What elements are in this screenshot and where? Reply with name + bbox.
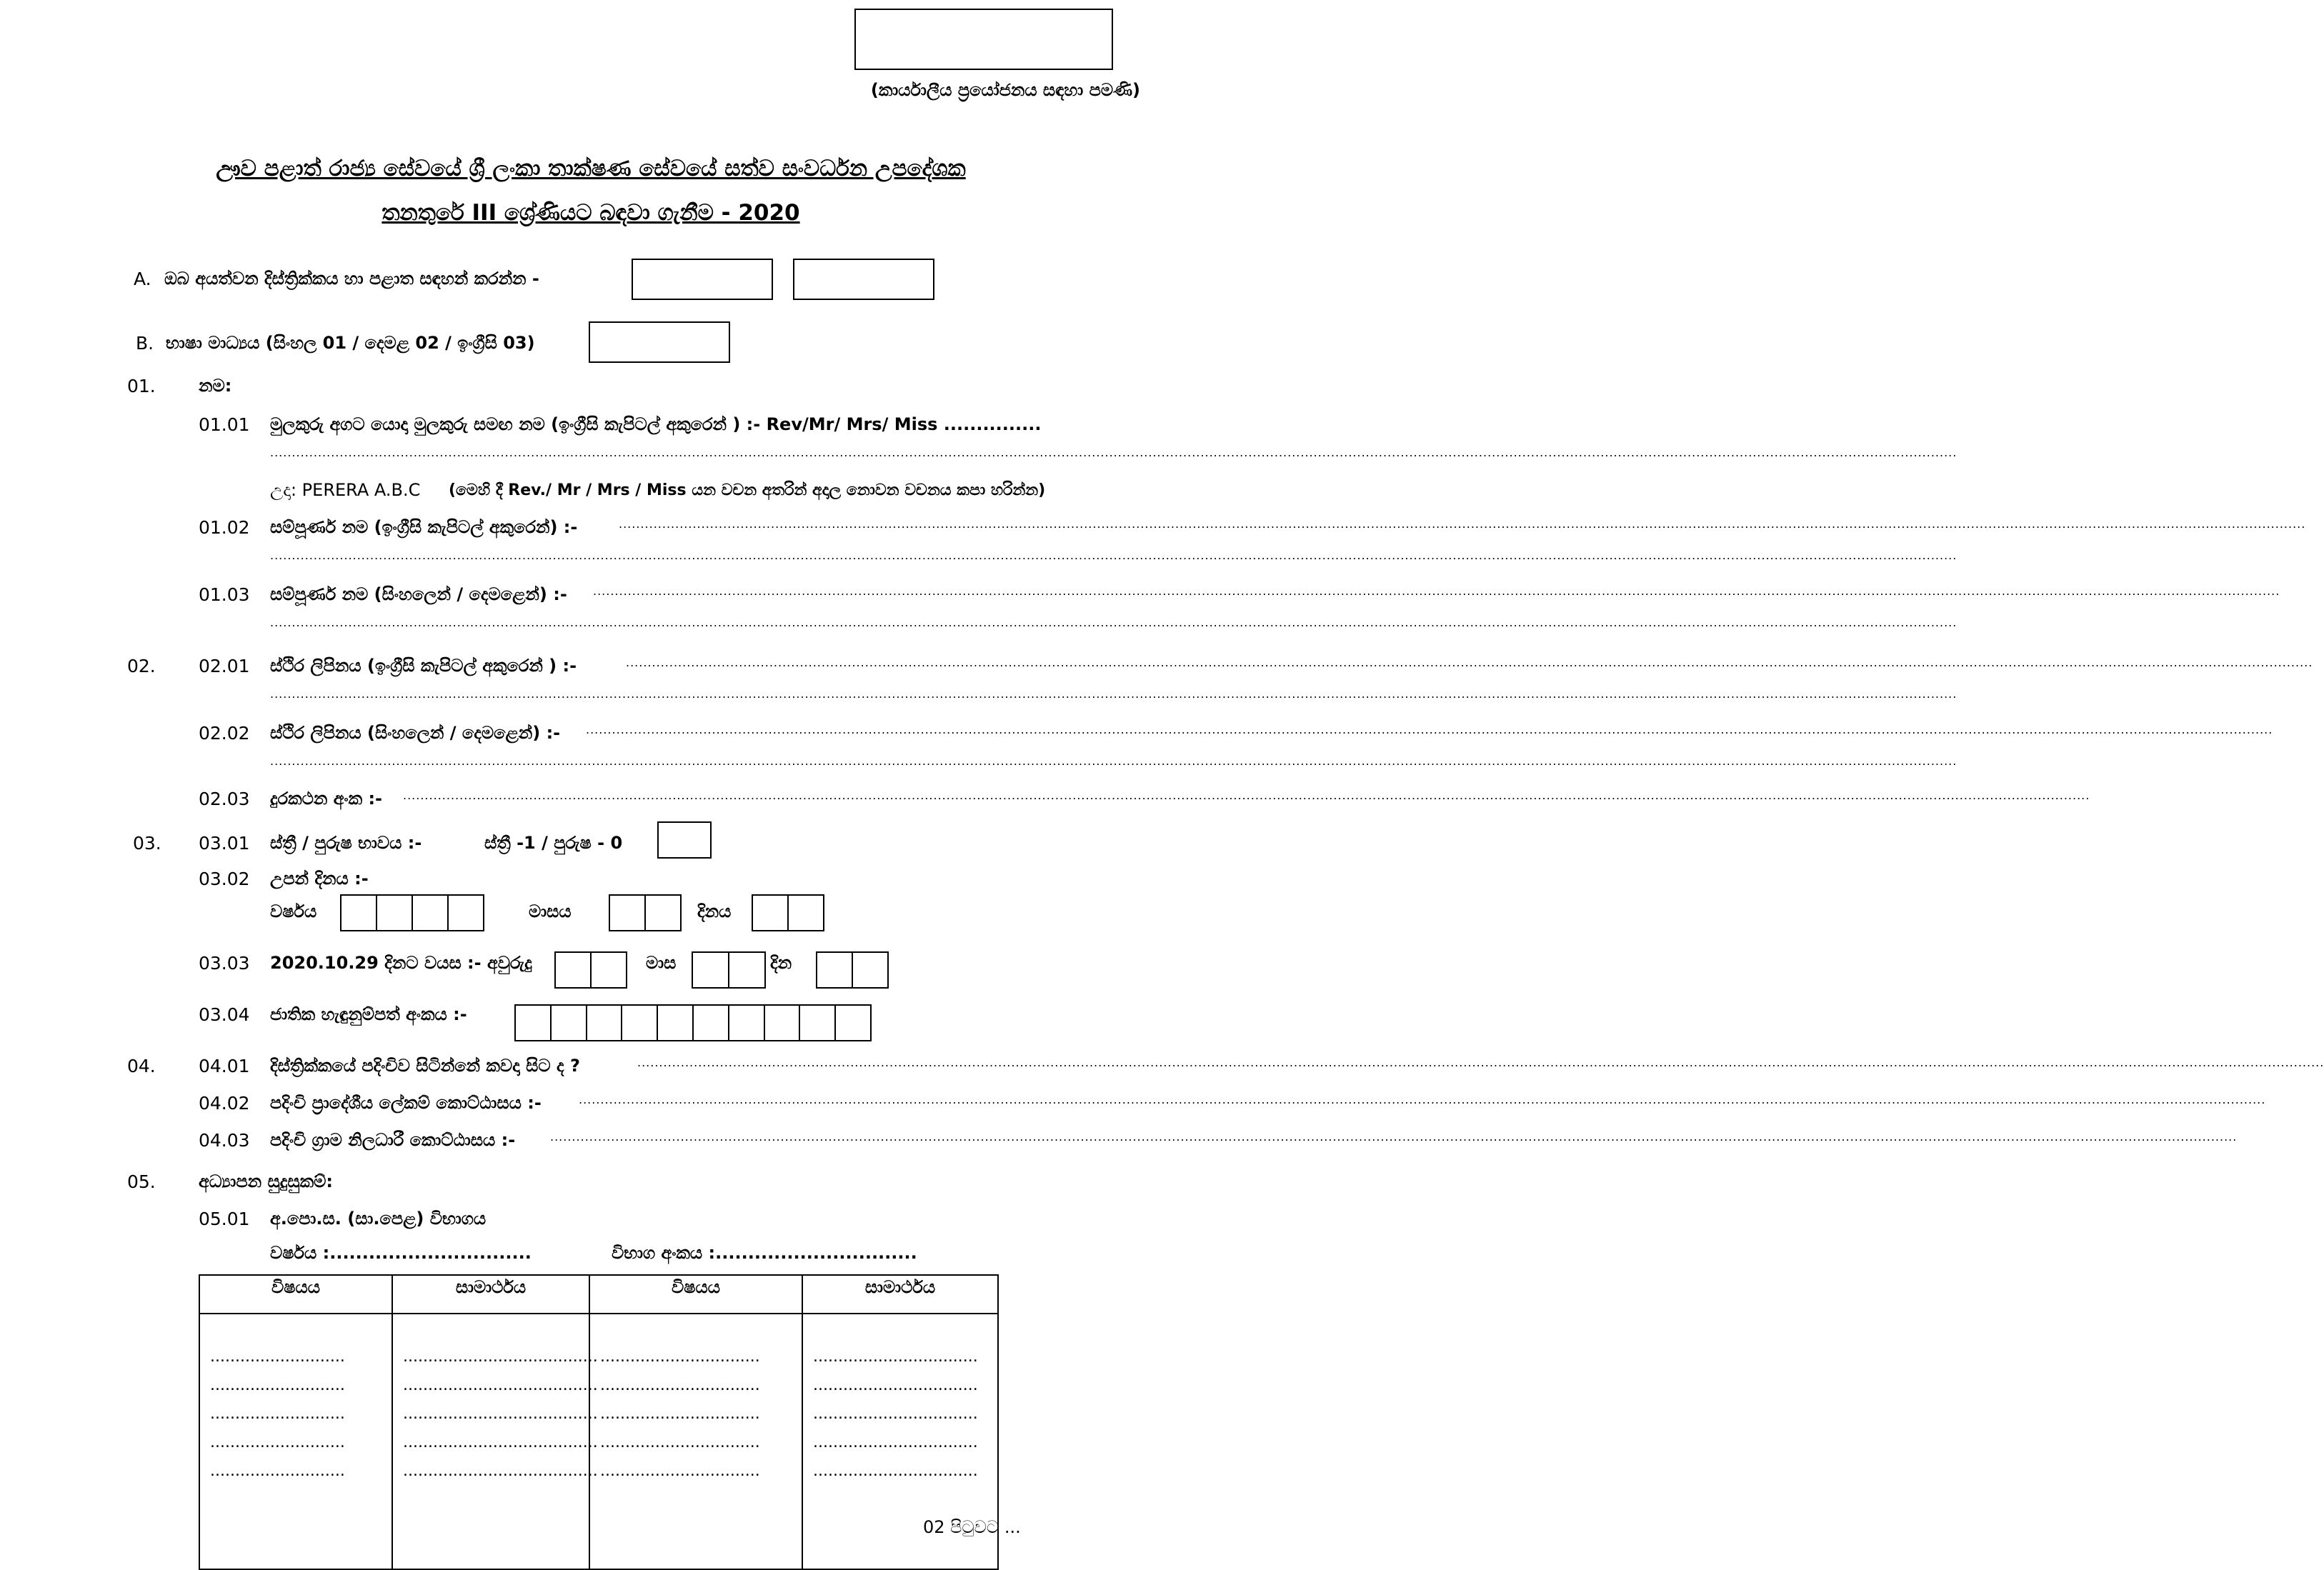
subject-entry[interactable]: ................................ bbox=[600, 1434, 760, 1451]
birth-day-boxes[interactable] bbox=[752, 894, 824, 931]
office-use-note: (කාර්යාලීය ප්‍රයෝජනය සඳහා පමණි) bbox=[870, 80, 1140, 100]
nic-digit[interactable] bbox=[516, 1006, 550, 1040]
q01-number: 01. bbox=[127, 376, 156, 396]
q0301-number: 03.01 bbox=[199, 833, 250, 854]
grade-entry[interactable]: ................................. bbox=[813, 1434, 978, 1451]
grade-entry[interactable]: ....................................... bbox=[403, 1434, 598, 1451]
birth-day-digit[interactable] bbox=[787, 896, 823, 930]
age-years-digit[interactable] bbox=[556, 953, 590, 987]
q0202-number: 02.02 bbox=[199, 723, 250, 744]
age-months-boxes[interactable] bbox=[692, 951, 766, 989]
birth-day-digit[interactable] bbox=[753, 896, 787, 930]
subject-entry[interactable]: ................................ bbox=[600, 1348, 760, 1366]
q04-number: 04. bbox=[127, 1056, 156, 1076]
q0201-answer-line-1[interactable]: .................................................................................................................................................................................................................................................................................................................................................................................................... bbox=[626, 656, 2313, 669]
q0401-number: 04.01 bbox=[199, 1056, 250, 1076]
birth-month-digit[interactable] bbox=[644, 896, 680, 930]
q0103-label: සම්පූර්ණ නම (සිංහලෙන් / දෙමළෙන්) :- bbox=[270, 584, 567, 604]
nic-digit[interactable] bbox=[834, 1006, 870, 1040]
grade-column-1[interactable] bbox=[392, 1314, 598, 1569]
q0103-answer-line-2[interactable]: .................................................................................................................................................................................................................................................................................................................................................................................................... bbox=[270, 616, 1958, 629]
birth-year-label: වර්ෂය bbox=[270, 901, 317, 921]
q0501-number: 05.01 bbox=[199, 1209, 250, 1229]
age-years-boxes[interactable] bbox=[554, 951, 627, 989]
q0102-answer-line-2[interactable]: .................................................................................................................................................................................................................................................................................................................................................................................................... bbox=[270, 549, 1958, 562]
birth-day-label: දිනය bbox=[697, 901, 732, 921]
subject-entry[interactable]: ........................... bbox=[210, 1462, 345, 1480]
age-days-label: දින bbox=[770, 953, 792, 973]
birth-year-digit[interactable] bbox=[376, 896, 412, 930]
grade-entry[interactable]: ....................................... bbox=[403, 1348, 598, 1366]
province-input-box[interactable] bbox=[793, 259, 934, 300]
q0303-label: 2020.10.29 දිනට වයස :- අවුරුදු bbox=[270, 953, 532, 973]
section-a-text: ඔබ අයත්වන දිස්ත්‍රික්කය හා පළාත සඳහන් කරන්න - bbox=[164, 269, 539, 289]
q0402-answer-line[interactable]: .................................................................................................................................................................................................................................................................................................................................................................................................... bbox=[579, 1093, 2266, 1106]
age-days-boxes[interactable] bbox=[816, 951, 889, 989]
nic-digit[interactable] bbox=[657, 1006, 692, 1040]
subject-entry[interactable]: ........................... bbox=[210, 1434, 345, 1451]
results-body-row bbox=[199, 1314, 998, 1569]
grade-entry[interactable]: ................................. bbox=[813, 1405, 978, 1423]
subject-entry[interactable]: ........................... bbox=[210, 1348, 345, 1366]
nic-digit[interactable] bbox=[764, 1006, 799, 1040]
nic-digit[interactable] bbox=[586, 1006, 622, 1040]
birth-month-label: මාසය bbox=[529, 901, 572, 921]
grade-entry[interactable]: ................................. bbox=[813, 1376, 978, 1394]
subject-entry[interactable]: ................................ bbox=[600, 1405, 760, 1423]
q0202-label: ස්ථිර ලිපිනය (සිංහලෙන් / දෙමළෙන්) :- bbox=[270, 723, 561, 743]
q0403-answer-line[interactable]: .................................................................................................................................................................................................................................................................................................................................................................................................... bbox=[550, 1130, 2238, 1144]
nic-digit[interactable] bbox=[799, 1006, 834, 1040]
q0403-number: 04.03 bbox=[199, 1130, 250, 1151]
q02-number: 02. bbox=[127, 656, 156, 676]
q0101-answer-line[interactable]: .................................................................................................................................................................................................................................................................................................................................................................................................... bbox=[270, 446, 1958, 459]
subject-column-2[interactable] bbox=[589, 1314, 802, 1569]
birth-year-digit[interactable] bbox=[341, 896, 376, 930]
subject-header: විෂයය bbox=[199, 1275, 392, 1314]
form-title-line2: තනතුරේ III ශ්‍රේණියට බඳවා ගැනීම - 2020 bbox=[381, 200, 800, 226]
age-days-digit[interactable] bbox=[817, 953, 852, 987]
q0103-number: 01.03 bbox=[199, 584, 250, 605]
q0302-label: උපන් දිනය :- bbox=[270, 869, 369, 889]
birth-month-boxes[interactable] bbox=[609, 894, 682, 931]
nic-digit[interactable] bbox=[692, 1006, 728, 1040]
nic-number-boxes[interactable] bbox=[514, 1004, 872, 1041]
grade-header: සාමාර්ථය bbox=[802, 1275, 998, 1314]
q0201-number: 02.01 bbox=[199, 656, 250, 676]
q05-label: අධ්‍යාපන සුදුසුකම්: bbox=[199, 1171, 333, 1191]
q0103-answer-line-1[interactable]: .................................................................................................................................................................................................................................................................................................................................................................................................... bbox=[593, 584, 2280, 598]
subject-entry[interactable]: ................................ bbox=[600, 1376, 760, 1394]
birth-year-digit[interactable] bbox=[447, 896, 483, 930]
section-b-text: භාෂා මාධ්‍යය (සිංහල 01 / දෙමළ 02 / ඉංග්‍රීසි 03) bbox=[166, 333, 535, 353]
age-years-digit[interactable] bbox=[590, 953, 626, 987]
district-input-box[interactable] bbox=[632, 259, 773, 300]
q0102-number: 01.02 bbox=[199, 517, 250, 538]
grade-entry[interactable]: ....................................... bbox=[403, 1405, 598, 1423]
grade-header: සාමාර්ථය bbox=[392, 1275, 589, 1314]
birth-year-boxes[interactable] bbox=[340, 894, 484, 931]
grade-entry[interactable]: ....................................... bbox=[403, 1462, 598, 1480]
q05-number: 05. bbox=[127, 1171, 156, 1192]
subject-entry[interactable]: ........................... bbox=[210, 1405, 345, 1423]
grade-entry[interactable]: ................................. bbox=[813, 1348, 978, 1366]
q0202-answer-line-2[interactable]: .................................................................................................................................................................................................................................................................................................................................................................................................... bbox=[270, 754, 1958, 768]
subject-column-1[interactable] bbox=[199, 1314, 392, 1569]
nic-digit[interactable] bbox=[728, 1006, 764, 1040]
section-b-label: B. bbox=[136, 333, 154, 354]
q0304-number: 03.04 bbox=[199, 1004, 250, 1025]
exam-index-field[interactable]: විභාග අංකය :............................... bbox=[612, 1243, 917, 1263]
grade-entry[interactable]: ................................. bbox=[813, 1462, 978, 1480]
section-a-label: A. bbox=[134, 269, 151, 289]
q0402-label: පදිංචි ප්‍රාදේශීය ලේකම් කොට්ඨාසය :- bbox=[270, 1093, 542, 1113]
q0201-label: ස්ථිර ලිපිනය (ඉංග්‍රීසි කැපිටල් අකුරෙන් ) :- bbox=[270, 656, 577, 676]
q0303-number: 03.03 bbox=[199, 953, 250, 974]
ol-results-table bbox=[199, 1274, 999, 1570]
gender-input-box[interactable] bbox=[657, 821, 712, 859]
q0501-label: අ.පො.ස. (සා.පෙළ) විභාගය bbox=[270, 1209, 487, 1229]
q01-label: නම: bbox=[199, 376, 232, 396]
exam-year-field[interactable]: වර්ෂය :............................... bbox=[270, 1243, 532, 1263]
q0203-label: දුරකථන අංක :- bbox=[270, 789, 383, 809]
q0203-answer-line[interactable]: .................................................................................................................................................................................................................................................................................................................................................................................................... bbox=[403, 789, 2090, 802]
q03-number: 03. bbox=[133, 833, 161, 854]
office-use-box[interactable] bbox=[854, 9, 1113, 70]
q01-example: උදා: PERERA A.B.C bbox=[270, 480, 421, 500]
q0402-number: 04.02 bbox=[199, 1093, 250, 1114]
birth-month-digit[interactable] bbox=[610, 896, 644, 930]
q0202-answer-line-1[interactable]: .................................................................................................................................................................................................................................................................................................................................................................................................... bbox=[586, 723, 2273, 736]
subject-entry[interactable]: ................................ bbox=[600, 1462, 760, 1480]
q0301-hint: ස්ත්‍රී -1 / පුරුෂ - 0 bbox=[484, 833, 623, 853]
q0102-label: සම්පූර්ණ නම (ඉංග්‍රීසි කැපිටල් අකුරෙන්) :- bbox=[270, 517, 578, 537]
q0101-number: 01.01 bbox=[199, 414, 250, 435]
age-months-digit[interactable] bbox=[728, 953, 764, 987]
q0401-answer-line[interactable]: .................................................................................................................................................................................................................................................................................................................................................................................................... bbox=[637, 1056, 2324, 1069]
subject-entry[interactable]: ........................... bbox=[210, 1376, 345, 1394]
nic-digit[interactable] bbox=[621, 1006, 657, 1040]
grade-entry[interactable]: ....................................... bbox=[403, 1376, 598, 1394]
q0301-label: ස්ත්‍රී / පුරුෂ භාවය :- bbox=[270, 833, 422, 853]
nic-digit[interactable] bbox=[550, 1006, 586, 1040]
results-header-row bbox=[199, 1275, 998, 1314]
q0201-answer-line-2[interactable]: .................................................................................................................................................................................................................................................................................................................................................................................................... bbox=[270, 687, 1958, 701]
q0401-label: දිස්ත්‍රික්කයේ පදිංචිව සිටින්නේ කවදා සිට ද ? bbox=[270, 1056, 580, 1076]
birth-year-digit[interactable] bbox=[412, 896, 447, 930]
language-medium-box[interactable] bbox=[589, 321, 730, 363]
form-title-line1: ඌව පළාත් රාජ්‍ය සේවයේ ශ්‍රී ලංකා තාක්ෂණ සේවයේ සත්ව සංවර්ධන උපදේශක bbox=[216, 156, 966, 181]
q0102-answer-line-1[interactable]: .................................................................................................................................................................................................................................................................................................................................................................................................... bbox=[619, 517, 2306, 531]
q0403-label: පදිංචි ග්‍රාම නිලධාරී කොට්ඨාසය :- bbox=[270, 1130, 516, 1150]
q0304-label: ජාතික හැඳුනුම්පත් අංකය :- bbox=[270, 1004, 467, 1024]
age-days-digit[interactable] bbox=[852, 953, 887, 987]
q0101-label: මුලකුරු අගට යොදා මුලකුරු සමඟ නම (ඉංග්‍රීසි කැපිටල් අකුරෙන් ) :- Rev/Mr/ Mrs/ Miss ............... bbox=[270, 414, 1042, 434]
age-months-label: මාස bbox=[646, 953, 677, 973]
q01-example-note: (මෙහි දී Rev./ Mr / Mrs / Miss යන වචන අතරින් අදාල නොවන වචනය කපා හරින්න) bbox=[449, 481, 1046, 499]
q0302-number: 03.02 bbox=[199, 869, 250, 889]
age-months-digit[interactable] bbox=[693, 953, 728, 987]
subject-header: විෂයය bbox=[589, 1275, 802, 1314]
q0203-number: 02.03 bbox=[199, 789, 250, 809]
continue-to-page-2: 02 පිටුවට ... bbox=[923, 1517, 1021, 1537]
